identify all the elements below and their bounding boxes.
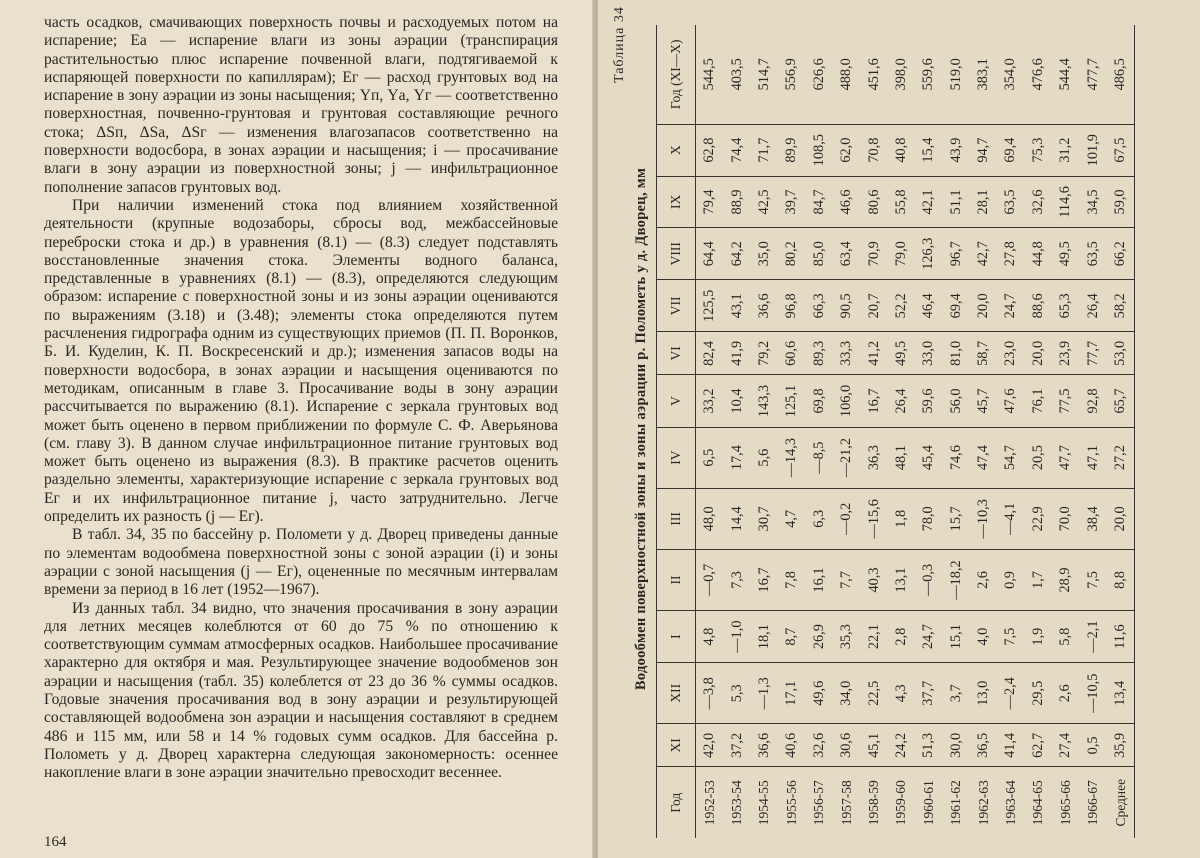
table-cell: 544,5 [696, 25, 724, 124]
table-cell: 67,5 [1107, 124, 1135, 176]
table-cell: 69,8 [806, 375, 833, 427]
table-cell: 4,3 [888, 663, 915, 724]
column-header: IX [657, 176, 696, 227]
table-cell: 13,4 [1107, 663, 1135, 724]
table-row [997, 25, 1024, 838]
table-cell: 54,7 [997, 427, 1024, 488]
column-header: IV [657, 427, 696, 488]
table-cell: —1,3 [751, 663, 778, 724]
table-cell: —18,2 [943, 549, 970, 610]
table-cell: 14,4 [723, 488, 750, 549]
table-cell: 143,3 [751, 375, 778, 427]
table-cell: 20,7 [860, 280, 887, 332]
row-year: 1957-58 [838, 780, 854, 826]
table-cell: —10,3 [970, 488, 997, 549]
table-cell: 42,5 [751, 176, 778, 227]
table-cell: 15,1 [943, 611, 970, 663]
table-cell: 7,5 [997, 611, 1024, 663]
row-year: 1955-56 [783, 780, 799, 826]
table-cell: 85,0 [806, 228, 833, 280]
table-cell: 34,5 [1079, 176, 1106, 227]
table-cell: 78,0 [915, 488, 942, 549]
table-cell: 28,1 [970, 176, 997, 227]
row-year: 1966-67 [1085, 780, 1101, 826]
table-cell: 94,7 [970, 124, 997, 176]
table-cell: 18,1 [751, 611, 778, 663]
table-cell: 13,1 [888, 549, 915, 610]
table-cell: 36,6 [751, 724, 778, 767]
table-row [1025, 25, 1052, 838]
table-cell: —8,5 [806, 427, 833, 488]
table-cell: 79,0 [888, 228, 915, 280]
table-cell: 63,4 [833, 228, 860, 280]
table-cell: 59,6 [915, 375, 942, 427]
paragraph: В табл. 34, 35 по бассейну р. Поломети у д. Дворец приведены данные по элементам водообмена поверхностной зоны с зоной аэрации (i) и зоны аэрации с зоной насыщения (j — Eг), оцененные по месячным интервалам времени за период в 16 лет (1952—1967). [44, 526, 558, 599]
row-year: 1956-57 [811, 780, 827, 826]
table-cell: 559,6 [915, 25, 942, 124]
table-cell: 35,9 [1107, 724, 1135, 767]
table-cell: 49,5 [888, 332, 915, 375]
table-cell: 41,2 [860, 332, 887, 375]
column-header: X [657, 124, 696, 176]
table-cell: 56,0 [943, 375, 970, 427]
table-cell: 2,6 [1052, 663, 1079, 724]
column-header: Год (XI—X) [657, 25, 696, 124]
table-cell: 1,9 [1025, 611, 1052, 663]
table-cell: 36,5 [970, 724, 997, 767]
table-cell: 80,2 [778, 228, 805, 280]
table-cell: 64,2 [723, 228, 750, 280]
table-cell: 46,6 [833, 176, 860, 227]
table-cell: 53,0 [1107, 332, 1135, 375]
table-cell: 0,9 [997, 549, 1024, 610]
row-year: 1964-65 [1030, 780, 1046, 826]
table-cell: 43,1 [723, 280, 750, 332]
table-cell: 42,1 [915, 176, 942, 227]
table-row [778, 25, 805, 838]
table-row [833, 25, 860, 838]
table-row [970, 25, 997, 838]
paragraph: При наличии изменений стока под влиянием хозяйственной деятельности (крупные водозаборы, сбросы вод, межбассейновые переброски стока и др.) в уравнения (8.1) — (8.3) следует подставлять восстановленные значения стока. Элементы водного баланса, представленные в уравнениях (8.1) — (8.3), определяются следующим образом: испарение с поверхностной зоны и из зоны аэрации оцениваются по выражениям (3.18) и (3.48); элементы стока определяются путем расчленения гидрографа одним из существующих приемов (П. П. Воронков, Б. И. Куделин, К. П. Воскресенский и др.); изменения запасов воды на поверхности водосбора, в зонах аэрации и насыщения оцениваются по методикам, описанным в главе 3. Просачивание воды в зону аэрации рассчитывается по выражению (8.1). Испарение с зеркала грунтовых вод может быть оценено в первом приближении по формуле С. Ф. Аверьянова (см. главу 3). В данном случае инфильтрационное питание грунтовых вод может быть оценено из выражения (8.3). В практике расчетов оценить раздельно элементы, характеризующие испарение с зеркала грунтовых вод Eг и их инфильтрационное питание j, часто затруднительно. Легче определить их разность (j — Eг). [44, 196, 558, 526]
table-cell: 96,8 [778, 280, 805, 332]
table-cell: 8,8 [1107, 549, 1135, 610]
table-cell: 51,3 [915, 724, 942, 767]
body-text [44, 14, 558, 782]
table-cell: 66,3 [806, 280, 833, 332]
table-cell: 62,8 [696, 124, 724, 176]
table-cell: 70,0 [1052, 488, 1079, 549]
table-cell: 1,8 [888, 488, 915, 549]
table-cell: 6,3 [806, 488, 833, 549]
table-cell: 30,7 [751, 488, 778, 549]
table-header-row [657, 25, 696, 838]
table-cell: 17,4 [723, 427, 750, 488]
table-cell: —0,2 [833, 488, 860, 549]
table-title: Водообмен поверхностной зоны и зоны аэрации р. Полометь у д. Дворец, мм [633, 167, 649, 691]
table-cell: 16,7 [751, 549, 778, 610]
table-cell: 55,8 [888, 176, 915, 227]
row-year: 1954-55 [756, 780, 772, 826]
table-cell: 41,4 [997, 724, 1024, 767]
table-cell: 47,1 [1079, 427, 1106, 488]
table-cell: 32,6 [1025, 176, 1052, 227]
table-cell: 51,1 [943, 176, 970, 227]
table-cell: 37,2 [723, 724, 750, 767]
table-cell: 13,0 [970, 663, 997, 724]
table-cell: 1,7 [1025, 549, 1052, 610]
table-cell: 38,4 [1079, 488, 1106, 549]
table-cell: 2,8 [888, 611, 915, 663]
table-cell: 33,0 [915, 332, 942, 375]
table-cell: 125,5 [696, 280, 724, 332]
table-cell: 45,1 [860, 724, 887, 767]
table-cell: —4,1 [997, 488, 1024, 549]
table-cell: 22,9 [1025, 488, 1052, 549]
table-cell: 74,4 [723, 124, 750, 176]
table-cell: 403,5 [723, 25, 750, 124]
row-year: 1961-62 [948, 780, 964, 826]
left-page [0, 0, 594, 858]
table-cell: 40,3 [860, 549, 887, 610]
table-cell: 544,4 [1052, 25, 1079, 124]
table-cell: 40,8 [888, 124, 915, 176]
table-cell: —2,4 [997, 663, 1024, 724]
row-year: 1958-59 [866, 780, 882, 826]
table-cell: 81,0 [943, 332, 970, 375]
row-year: 1960-61 [920, 780, 936, 826]
table-cell: 80,6 [860, 176, 887, 227]
table-cell: 20,0 [970, 280, 997, 332]
table-cell: 476,6 [1025, 25, 1052, 124]
table-cell: 125,1 [778, 375, 805, 427]
table-cell: 39,7 [778, 176, 805, 227]
table-cell: —14,3 [778, 427, 805, 488]
row-year: 1959-60 [893, 780, 909, 826]
table-cell: 383,1 [970, 25, 997, 124]
table-cell: 0,5 [1079, 724, 1106, 767]
table-cell: 488,0 [833, 25, 860, 124]
row-year: 1965-66 [1057, 780, 1073, 826]
column-header: VII [657, 280, 696, 332]
table-row [751, 25, 778, 838]
table-cell: 41,9 [723, 332, 750, 375]
table-cell: 71,7 [751, 124, 778, 176]
table-cell: 77,7 [1079, 332, 1106, 375]
paragraph: Из данных табл. 34 видно, что значения просачивания в зону аэрации для летних месяцев колеблются от 60 до 75 % по отношению к соответствующим суммам атмосферных осадков. Наибольшее просачивание характерно для октября и мая. Результирующее значение водообменов зон аэрации и насыщения (табл. 35) колеблется от 23 до 36 % суммы осадков. Годовые значения просачивания вод в зону аэрации и результирующей составляющей водообмена зон аэрации и насыщения составляют в среднем 486 и 115 мм, или 58 и 14 % годовых сумм осадков. Для бассейна р. Полометь у д. Дворец характерна следующая закономерность: осеннее накопление влаги в зоне аэрации значительно превосходит весеннее. [44, 599, 558, 782]
rotated-table-area [600, 0, 1200, 858]
table-cell: 35,0 [751, 228, 778, 280]
table-cell: 27,4 [1052, 724, 1079, 767]
table-cell: 34,0 [833, 663, 860, 724]
table-cell: 5,6 [751, 427, 778, 488]
table-cell: 398,0 [888, 25, 915, 124]
table-cell: 16,7 [860, 375, 887, 427]
table-row [696, 25, 724, 838]
table-cell: 64,4 [696, 228, 724, 280]
table-cell: 33,3 [833, 332, 860, 375]
table-label: Таблица 34 [612, 6, 627, 83]
table-cell: 66,2 [1107, 228, 1135, 280]
table-cell: 59,0 [1107, 176, 1135, 227]
table-row [1107, 25, 1135, 838]
table-cell: 26,4 [1079, 280, 1106, 332]
table-cell: 4,8 [696, 611, 724, 663]
table-cell: 26,9 [806, 611, 833, 663]
table-cell: 88,9 [723, 176, 750, 227]
table-cell: 477,7 [1079, 25, 1106, 124]
column-header: II [657, 549, 696, 610]
table-cell: 8,7 [778, 611, 805, 663]
table-cell: 519,0 [943, 25, 970, 124]
table-cell: 84,7 [806, 176, 833, 227]
table-row [860, 25, 887, 838]
row-year: Среднее [1107, 767, 1135, 838]
table-cell: 27,2 [1107, 427, 1135, 488]
table-cell: 7,7 [833, 549, 860, 610]
table-cell: 36,6 [751, 280, 778, 332]
table-cell: 15,4 [915, 124, 942, 176]
table-cell: 7,3 [723, 549, 750, 610]
table-cell: 27,8 [997, 228, 1024, 280]
table-cell: 48,0 [696, 488, 724, 549]
table-cell: 42,0 [696, 724, 724, 767]
table-cell: 114,6 [1052, 176, 1079, 227]
table-cell: 79,2 [751, 332, 778, 375]
table-cell: 88,6 [1025, 280, 1052, 332]
table-cell: —15,6 [860, 488, 887, 549]
table-cell: 92,8 [1079, 375, 1106, 427]
table-cell: 43,9 [943, 124, 970, 176]
table-cell: 10,4 [723, 375, 750, 427]
table-cell: 24,7 [915, 611, 942, 663]
row-year: 1963-64 [1002, 780, 1018, 826]
table-cell: 20,5 [1025, 427, 1052, 488]
table-cell: 96,7 [943, 228, 970, 280]
table-cell: —21,2 [833, 427, 860, 488]
table-cell: 60,6 [778, 332, 805, 375]
table-cell: 451,6 [860, 25, 887, 124]
table-cell: 22,1 [860, 611, 887, 663]
table-cell: 101,9 [1079, 124, 1106, 176]
table-cell: 2,6 [970, 549, 997, 610]
table-cell: 69,4 [943, 280, 970, 332]
table-cell: 7,8 [778, 549, 805, 610]
table-cell: 29,5 [1025, 663, 1052, 724]
table-cell: 20,0 [1107, 488, 1135, 549]
table-cell: 24,7 [997, 280, 1024, 332]
table-cell: 90,5 [833, 280, 860, 332]
table-row [723, 25, 750, 838]
table-cell: 47,6 [997, 375, 1024, 427]
table-cell: 30,6 [833, 724, 860, 767]
table-cell: 5,3 [723, 663, 750, 724]
column-header: VIII [657, 228, 696, 280]
row-year: 1953-54 [729, 780, 745, 826]
table-cell: 42,7 [970, 228, 997, 280]
table-cell: 74,6 [943, 427, 970, 488]
table-cell: 44,8 [1025, 228, 1052, 280]
table-cell: 52,2 [888, 280, 915, 332]
table-cell: 75,3 [1025, 124, 1052, 176]
table-cell: 65,3 [1052, 280, 1079, 332]
table-cell: —2,1 [1079, 611, 1106, 663]
table-cell: 76,1 [1025, 375, 1052, 427]
page-number-left: 164 [44, 834, 67, 850]
table-cell: —3,8 [696, 663, 724, 724]
table-cell: —0,7 [696, 549, 724, 610]
table-cell: 48,1 [888, 427, 915, 488]
column-header: I [657, 611, 696, 663]
table-cell: 47,7 [1052, 427, 1079, 488]
table-cell: 106,0 [833, 375, 860, 427]
table-cell: 77,5 [1052, 375, 1079, 427]
column-header: III [657, 488, 696, 549]
table-cell: 17,1 [778, 663, 805, 724]
table-cell: 108,5 [806, 124, 833, 176]
table-cell: 45,7 [970, 375, 997, 427]
table-cell: 70,8 [860, 124, 887, 176]
table-cell: 63,5 [997, 176, 1024, 227]
row-year: 1952-53 [701, 780, 717, 826]
table-row [915, 25, 942, 838]
water-exchange-table [656, 25, 1135, 838]
table-cell: 126,3 [915, 228, 942, 280]
table-cell: 45,4 [915, 427, 942, 488]
table-cell: 32,6 [806, 724, 833, 767]
table-cell: 15,7 [943, 488, 970, 549]
paragraph: часть осадков, смачивающих поверхность почвы и расходуемых потом на испарение; Eа — испарение влаги из зоны аэрации (транспирация растительностью плюс испарение почвенной влаги, подтягиваемой к испаряющей поверхности по капиллярам); Eг — расход грунтовых вод на испарение в зону аэрации из зоны насыщения; Yп, Yа, Yг — соответственно поверхностная, почвенно-грунтовая и грунтовая составляющие речного стока; ΔSп, ΔSа, ΔSг — изменения влагозапасов соответственно на поверхности водосбора, в зонах аэрации и насыщения; i — просачивание влаги в зону аэрации из поверхностной зоны; j — инфильтрационное пополнение запасов грунтовых вод. [44, 14, 558, 196]
column-header: XII [657, 663, 696, 724]
table-cell: 20,0 [1025, 332, 1052, 375]
table-cell: 28,9 [1052, 549, 1079, 610]
table-cell: 24,2 [888, 724, 915, 767]
table-row [943, 25, 970, 838]
table-cell: 58,7 [970, 332, 997, 375]
table-cell: 5,8 [1052, 611, 1079, 663]
table-cell: —10,5 [1079, 663, 1106, 724]
table-cell: 70,9 [860, 228, 887, 280]
table-cell: 30,0 [943, 724, 970, 767]
table-cell: 62,0 [833, 124, 860, 176]
table-cell: 49,6 [806, 663, 833, 724]
column-header: XI [657, 724, 696, 767]
table-cell: 82,4 [696, 332, 724, 375]
table-row [1079, 25, 1106, 838]
table-cell: 36,3 [860, 427, 887, 488]
table-cell: 6,5 [696, 427, 724, 488]
table-cell: 11,6 [1107, 611, 1135, 663]
table-cell: 486,5 [1107, 25, 1135, 124]
table-cell: 22,5 [860, 663, 887, 724]
table-cell: 4,0 [970, 611, 997, 663]
table-cell: 58,2 [1107, 280, 1135, 332]
table-cell: 3,7 [943, 663, 970, 724]
table-cell: 514,7 [751, 25, 778, 124]
table-cell: 69,4 [997, 124, 1024, 176]
table-cell: 354,0 [997, 25, 1024, 124]
column-header: V [657, 375, 696, 427]
table-row [1052, 25, 1079, 838]
table-row [806, 25, 833, 838]
column-header: VI [657, 332, 696, 375]
table-cell: 626,6 [806, 25, 833, 124]
table-cell: 7,5 [1079, 549, 1106, 610]
table-cell: 37,7 [915, 663, 942, 724]
table-cell: —1,0 [723, 611, 750, 663]
table-cell: 40,6 [778, 724, 805, 767]
table-cell: 49,5 [1052, 228, 1079, 280]
table-cell: 89,3 [806, 332, 833, 375]
table-cell: 89,9 [778, 124, 805, 176]
table-cell: 33,2 [696, 375, 724, 427]
table-cell: 47,4 [970, 427, 997, 488]
table-cell: 79,4 [696, 176, 724, 227]
table-cell: 556,9 [778, 25, 805, 124]
table-row [888, 25, 915, 838]
table-cell: 23,0 [997, 332, 1024, 375]
table-cell: 4,7 [778, 488, 805, 549]
table-cell: 63,5 [1079, 228, 1106, 280]
table-cell: 62,7 [1025, 724, 1052, 767]
table-cell: 46,4 [915, 280, 942, 332]
row-year: 1962-63 [975, 780, 991, 826]
table-cell: —0,3 [915, 549, 942, 610]
table-cell: 31,2 [1052, 124, 1079, 176]
table-cell: 16,1 [806, 549, 833, 610]
table-cell: 26,4 [888, 375, 915, 427]
table-cell: 65,7 [1107, 375, 1135, 427]
column-header: Год [657, 767, 696, 838]
table-cell: 23,9 [1052, 332, 1079, 375]
table-cell: 35,3 [833, 611, 860, 663]
